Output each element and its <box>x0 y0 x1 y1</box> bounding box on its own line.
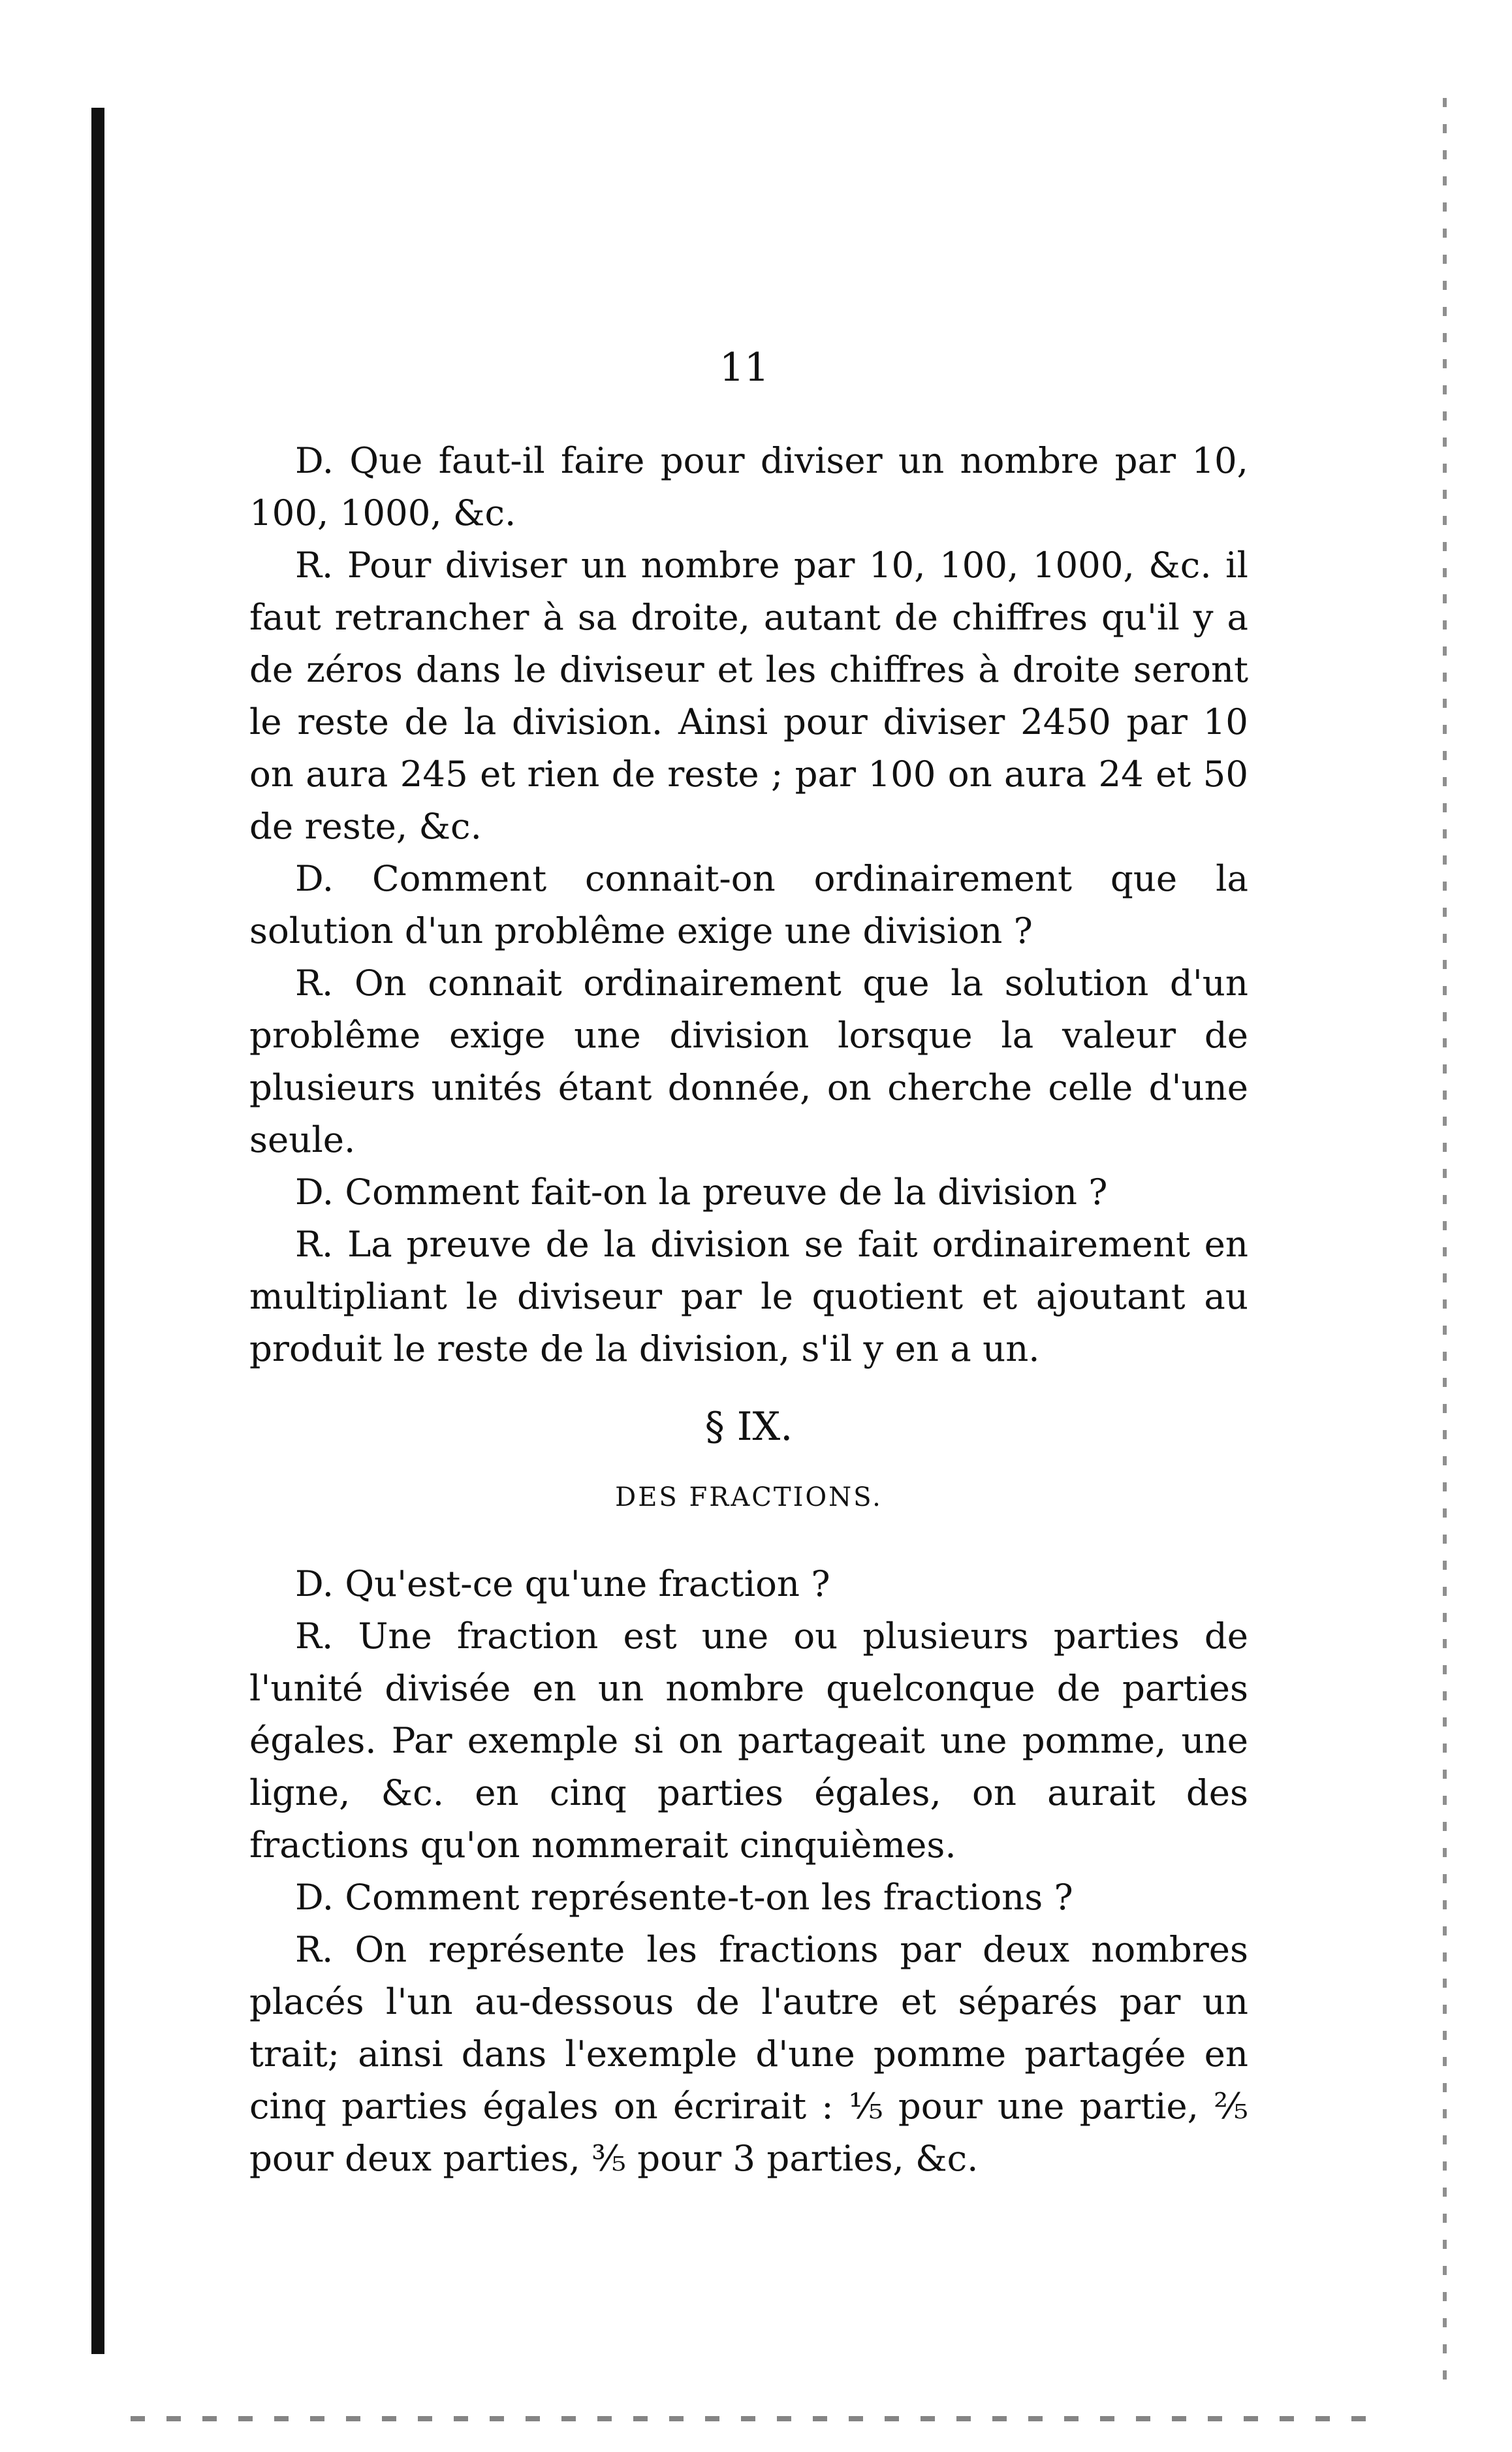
page-bottom-edge <box>131 2416 1371 2421</box>
paragraph-question-recognize-division: D. Comment connait-on ordinairement que la solution d'un problême exige une division ? <box>249 857 1248 951</box>
paragraph-answer-divide-by-ten: R. Pour diviser un nombre par 10, 100, 1000, &c. il faut retrancher à sa droite, autant de chiffres qu'il y a de zéros dans le diviseur et les chiffres à droite seront le reste de la division. Ainsi pour diviser 2450 par 10 on aura 245 et rien de reste ; par 100 on aura 24 et 50 de reste, &c. <box>249 544 1248 847</box>
paragraph-answer-what-is-fraction: R. Une fraction est une ou plusieurs parties de l'unité divisée en un nombre quelconque de parties égales. Par exemple si on partageait une pomme, une ligne, &c. en cinq parties égales, on aurait des fractions qu'on nommerait cinquièmes. <box>249 1615 1248 1866</box>
paragraph-question-proof-division: D. Comment fait-on la preuve de la division ? <box>295 1171 1108 1213</box>
page-binding-edge <box>91 108 104 2354</box>
paragraph-question-divide-by-ten: D. Que faut-il faire pour diviser un nombre par 10, 100, 1000, &c. <box>249 439 1248 533</box>
paragraph-answer-recognize-division: R. On connait ordinairement que la solution d'un problême exige une division lorsque la valeur de plusieurs unités étant donnée, on cherche celle d'une seule. <box>249 962 1248 1160</box>
section-spacer <box>249 1523 1248 1557</box>
paragraph-answer-represent-fractions: R. On représente les fractions par deux nombres placés l'un au-dessous de l'autre et séparés par un trait; ainsi dans l'exemple d'une pomme partagée en cinq parties égales on écrirait : ⅕ pour une partie, ⅖ pour deux parties, ⅗ pour 3 parties, &c. <box>249 1928 1248 2179</box>
paragraph-question-represent-fractions: D. Comment représente-t-on les fractions ? <box>295 1876 1073 1918</box>
paragraph-question-what-is-fraction: D. Qu'est-ce qu'une fraction ? <box>295 1563 830 1604</box>
page-body <box>249 434 1248 2184</box>
paragraph-answer-proof-division: R. La preuve de la division se fait ordinairement en multipliant le diviseur par le quotient et ajoutant au produit le reste de la division, s'il y en a un. <box>249 1223 1248 1369</box>
section-subtitle: DES FRACTIONS. <box>615 1482 883 1512</box>
section-title: § IX. <box>704 1404 793 1450</box>
page-number: 11 <box>719 345 770 390</box>
page-right-edge <box>1443 98 1447 2383</box>
